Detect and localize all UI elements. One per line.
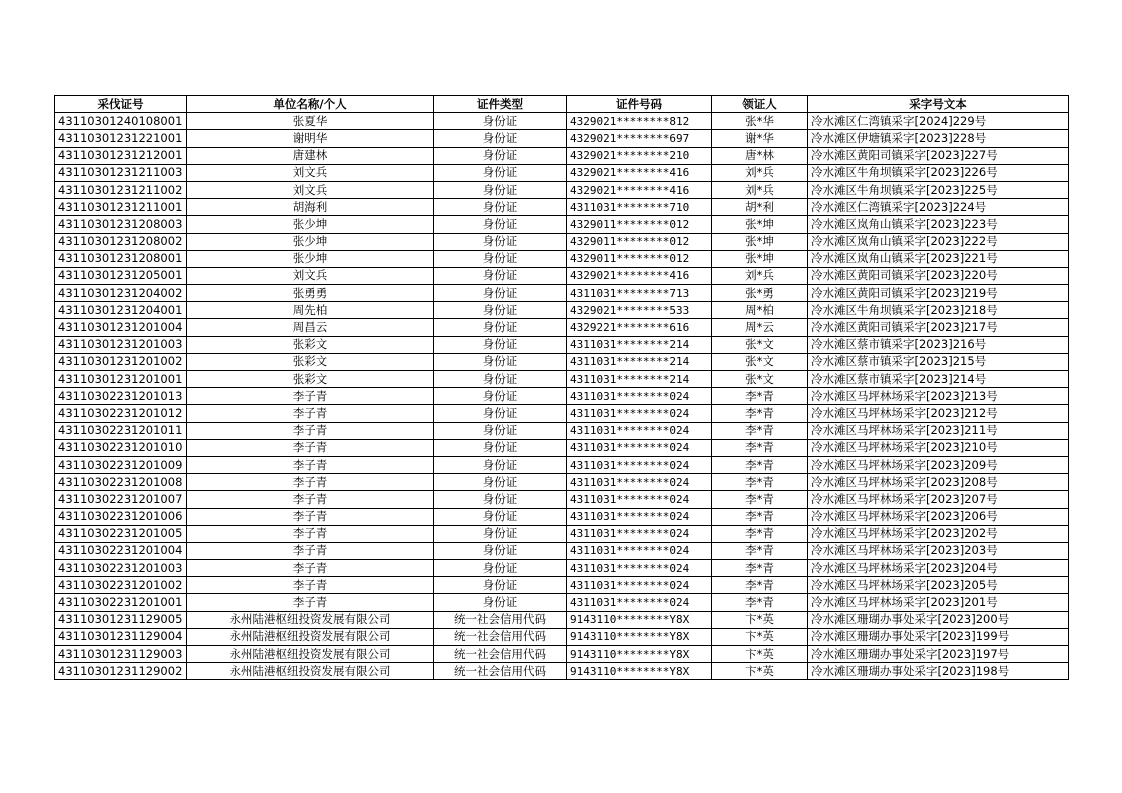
cell-id-type: 身份证 bbox=[434, 405, 567, 422]
cell-unit-name: 李子青 bbox=[187, 491, 434, 508]
cell-unit-name: 李子青 bbox=[187, 577, 434, 594]
cell-unit-name: 刘文兵 bbox=[187, 181, 434, 198]
cell-unit-name: 李子青 bbox=[187, 422, 434, 439]
table-header bbox=[55, 96, 1069, 113]
cell-permit-no: 43110301231201001 bbox=[55, 371, 187, 388]
table-row bbox=[55, 319, 1069, 336]
cell-id-type: 身份证 bbox=[434, 388, 567, 405]
cell-id-type: 身份证 bbox=[434, 267, 567, 284]
cell-unit-name: 李子青 bbox=[187, 388, 434, 405]
cell-unit-name: 刘文兵 bbox=[187, 267, 434, 284]
cell-permit-no: 43110302231201008 bbox=[55, 474, 187, 491]
cell-unit-name: 永州陆港枢纽投资发展有限公司 bbox=[187, 611, 434, 628]
cell-permit-no: 43110301231201002 bbox=[55, 353, 187, 370]
cell-doc-no: 冷水滩区马坪林场采字[2023]211号 bbox=[808, 422, 1069, 439]
cell-doc-no: 冷水滩区黄阳司镇采字[2023]220号 bbox=[808, 267, 1069, 284]
cell-holder: 李*青 bbox=[712, 508, 808, 525]
cell-unit-name: 周昌云 bbox=[187, 319, 434, 336]
table-row bbox=[55, 628, 1069, 645]
logging-permit-table bbox=[54, 95, 1069, 680]
cell-id-type: 身份证 bbox=[434, 199, 567, 216]
cell-id-no: 4311031********024 bbox=[567, 525, 712, 542]
header-id-no: 证件号码 bbox=[567, 96, 712, 113]
cell-doc-no: 冷水滩区牛角坝镇采字[2023]218号 bbox=[808, 302, 1069, 319]
cell-id-type: 身份证 bbox=[434, 474, 567, 491]
cell-id-no: 4311031********214 bbox=[567, 371, 712, 388]
table-row bbox=[55, 594, 1069, 611]
cell-unit-name: 张彩文 bbox=[187, 336, 434, 353]
table-row bbox=[55, 285, 1069, 302]
cell-id-type: 统一社会信用代码 bbox=[434, 663, 567, 680]
cell-id-type: 身份证 bbox=[434, 233, 567, 250]
table-row bbox=[55, 560, 1069, 577]
cell-unit-name: 周先柏 bbox=[187, 302, 434, 319]
cell-unit-name: 永州陆港枢纽投资发展有限公司 bbox=[187, 628, 434, 645]
cell-id-no: 4311031********024 bbox=[567, 594, 712, 611]
cell-permit-no: 43110301231129003 bbox=[55, 646, 187, 663]
cell-permit-no: 43110301231201003 bbox=[55, 336, 187, 353]
cell-holder: 卞*英 bbox=[712, 611, 808, 628]
cell-permit-no: 43110302231201002 bbox=[55, 577, 187, 594]
cell-doc-no: 冷水滩区珊瑚办事处采字[2023]198号 bbox=[808, 663, 1069, 680]
cell-id-type: 身份证 bbox=[434, 577, 567, 594]
cell-id-type: 身份证 bbox=[434, 250, 567, 267]
cell-holder: 李*青 bbox=[712, 439, 808, 456]
cell-holder: 刘*兵 bbox=[712, 164, 808, 181]
cell-unit-name: 李子青 bbox=[187, 560, 434, 577]
cell-id-no: 4329011********012 bbox=[567, 233, 712, 250]
cell-id-type: 身份证 bbox=[434, 508, 567, 525]
cell-doc-no: 冷水滩区马坪林场采字[2023]210号 bbox=[808, 439, 1069, 456]
cell-id-type: 身份证 bbox=[434, 147, 567, 164]
cell-doc-no: 冷水滩区马坪林场采字[2023]212号 bbox=[808, 405, 1069, 422]
cell-id-no: 4329021********533 bbox=[567, 302, 712, 319]
cell-id-type: 身份证 bbox=[434, 336, 567, 353]
cell-doc-no: 冷水滩区马坪林场采字[2023]205号 bbox=[808, 577, 1069, 594]
cell-id-no: 4311031********024 bbox=[567, 439, 712, 456]
cell-permit-no: 43110301231208003 bbox=[55, 216, 187, 233]
cell-id-type: 身份证 bbox=[434, 456, 567, 473]
cell-id-no: 9143110********Y8X bbox=[567, 663, 712, 680]
table-row bbox=[55, 508, 1069, 525]
cell-doc-no: 冷水滩区黄阳司镇采字[2023]217号 bbox=[808, 319, 1069, 336]
cell-permit-no: 43110301231212001 bbox=[55, 147, 187, 164]
cell-id-no: 4311031********024 bbox=[567, 542, 712, 559]
table-row bbox=[55, 353, 1069, 370]
cell-doc-no: 冷水滩区马坪林场采字[2023]206号 bbox=[808, 508, 1069, 525]
cell-permit-no: 43110302231201004 bbox=[55, 542, 187, 559]
cell-id-no: 4329021********812 bbox=[567, 113, 712, 130]
cell-permit-no: 43110301231129004 bbox=[55, 628, 187, 645]
cell-permit-no: 43110302231201006 bbox=[55, 508, 187, 525]
table-row bbox=[55, 336, 1069, 353]
cell-doc-no: 冷水滩区仁湾镇采字[2023]224号 bbox=[808, 199, 1069, 216]
cell-id-no: 4329021********697 bbox=[567, 130, 712, 147]
cell-id-no: 4311031********024 bbox=[567, 422, 712, 439]
cell-permit-no: 43110301231129002 bbox=[55, 663, 187, 680]
header-row bbox=[55, 96, 1069, 113]
cell-holder: 李*青 bbox=[712, 474, 808, 491]
cell-id-type: 统一社会信用代码 bbox=[434, 611, 567, 628]
cell-id-type: 身份证 bbox=[434, 371, 567, 388]
cell-holder: 李*青 bbox=[712, 577, 808, 594]
cell-unit-name: 李子青 bbox=[187, 594, 434, 611]
cell-doc-no: 冷水滩区马坪林场采字[2023]213号 bbox=[808, 388, 1069, 405]
cell-permit-no: 43110302231201012 bbox=[55, 405, 187, 422]
cell-permit-no: 43110301231208001 bbox=[55, 250, 187, 267]
cell-id-no: 4311031********024 bbox=[567, 577, 712, 594]
cell-id-no: 4311031********024 bbox=[567, 456, 712, 473]
cell-id-no: 9143110********Y8X bbox=[567, 646, 712, 663]
cell-id-no: 4311031********214 bbox=[567, 336, 712, 353]
table-row bbox=[55, 439, 1069, 456]
table-row bbox=[55, 233, 1069, 250]
cell-id-type: 身份证 bbox=[434, 542, 567, 559]
header-holder: 领证人 bbox=[712, 96, 808, 113]
table-row bbox=[55, 491, 1069, 508]
cell-holder: 卞*英 bbox=[712, 646, 808, 663]
cell-holder: 刘*兵 bbox=[712, 181, 808, 198]
cell-holder: 张*文 bbox=[712, 336, 808, 353]
cell-doc-no: 冷水滩区蔡市镇采字[2023]214号 bbox=[808, 371, 1069, 388]
cell-id-type: 身份证 bbox=[434, 422, 567, 439]
cell-holder: 李*青 bbox=[712, 542, 808, 559]
table-row bbox=[55, 611, 1069, 628]
cell-id-type: 统一社会信用代码 bbox=[434, 628, 567, 645]
cell-permit-no: 43110301231129005 bbox=[55, 611, 187, 628]
cell-id-no: 4311031********024 bbox=[567, 388, 712, 405]
cell-id-type: 身份证 bbox=[434, 560, 567, 577]
cell-holder: 张*文 bbox=[712, 371, 808, 388]
cell-unit-name: 李子青 bbox=[187, 542, 434, 559]
cell-doc-no: 冷水滩区马坪林场采字[2023]203号 bbox=[808, 542, 1069, 559]
cell-id-no: 4329021********416 bbox=[567, 164, 712, 181]
cell-doc-no: 冷水滩区黄阳司镇采字[2023]219号 bbox=[808, 285, 1069, 302]
table-row bbox=[55, 267, 1069, 284]
cell-unit-name: 永州陆港枢纽投资发展有限公司 bbox=[187, 646, 434, 663]
cell-id-no: 4311031********713 bbox=[567, 285, 712, 302]
header-id-type: 证件类型 bbox=[434, 96, 567, 113]
cell-holder: 李*青 bbox=[712, 388, 808, 405]
table-row bbox=[55, 113, 1069, 130]
cell-id-type: 身份证 bbox=[434, 285, 567, 302]
cell-unit-name: 张少坤 bbox=[187, 233, 434, 250]
header-permit-no: 采伐证号 bbox=[55, 96, 187, 113]
cell-doc-no: 冷水滩区马坪林场采字[2023]202号 bbox=[808, 525, 1069, 542]
cell-holder: 李*青 bbox=[712, 405, 808, 422]
cell-unit-name: 张少坤 bbox=[187, 216, 434, 233]
cell-holder: 周*云 bbox=[712, 319, 808, 336]
cell-holder: 张*坤 bbox=[712, 233, 808, 250]
cell-holder: 李*青 bbox=[712, 422, 808, 439]
cell-id-type: 身份证 bbox=[434, 491, 567, 508]
header-unit-name: 单位名称/个人 bbox=[187, 96, 434, 113]
cell-id-no: 4311031********710 bbox=[567, 199, 712, 216]
table-row bbox=[55, 199, 1069, 216]
cell-permit-no: 43110302231201013 bbox=[55, 388, 187, 405]
cell-permit-no: 43110302231201009 bbox=[55, 456, 187, 473]
table-row bbox=[55, 164, 1069, 181]
cell-doc-no: 冷水滩区珊瑚办事处采字[2023]200号 bbox=[808, 611, 1069, 628]
cell-permit-no: 43110301240108001 bbox=[55, 113, 187, 130]
cell-id-no: 4311031********024 bbox=[567, 560, 712, 577]
cell-doc-no: 冷水滩区蔡市镇采字[2023]215号 bbox=[808, 353, 1069, 370]
cell-permit-no: 43110301231211001 bbox=[55, 199, 187, 216]
cell-permit-no: 43110301231201004 bbox=[55, 319, 187, 336]
cell-unit-name: 谢明华 bbox=[187, 130, 434, 147]
cell-doc-no: 冷水滩区蔡市镇采字[2023]216号 bbox=[808, 336, 1069, 353]
cell-id-no: 4311031********024 bbox=[567, 474, 712, 491]
cell-doc-no: 冷水滩区牛角坝镇采字[2023]226号 bbox=[808, 164, 1069, 181]
cell-id-type: 身份证 bbox=[434, 594, 567, 611]
cell-id-no: 4329021********416 bbox=[567, 181, 712, 198]
cell-id-no: 4311031********024 bbox=[567, 508, 712, 525]
cell-permit-no: 43110301231204002 bbox=[55, 285, 187, 302]
cell-unit-name: 张彩文 bbox=[187, 371, 434, 388]
cell-unit-name: 张彩文 bbox=[187, 353, 434, 370]
cell-doc-no: 冷水滩区牛角坝镇采字[2023]225号 bbox=[808, 181, 1069, 198]
cell-doc-no: 冷水滩区马坪林场采字[2023]204号 bbox=[808, 560, 1069, 577]
cell-holder: 李*青 bbox=[712, 456, 808, 473]
table-row bbox=[55, 147, 1069, 164]
cell-permit-no: 43110302231201010 bbox=[55, 439, 187, 456]
table-row bbox=[55, 422, 1069, 439]
cell-id-no: 4311031********214 bbox=[567, 353, 712, 370]
table-row bbox=[55, 456, 1069, 473]
cell-id-type: 身份证 bbox=[434, 181, 567, 198]
cell-id-type: 身份证 bbox=[434, 302, 567, 319]
cell-id-no: 4311031********024 bbox=[567, 491, 712, 508]
cell-holder: 刘*兵 bbox=[712, 267, 808, 284]
cell-id-type: 身份证 bbox=[434, 353, 567, 370]
cell-permit-no: 43110301231211003 bbox=[55, 164, 187, 181]
cell-id-type: 身份证 bbox=[434, 164, 567, 181]
cell-holder: 唐*林 bbox=[712, 147, 808, 164]
cell-permit-no: 43110301231204001 bbox=[55, 302, 187, 319]
table-row bbox=[55, 371, 1069, 388]
cell-doc-no: 冷水滩区珊瑚办事处采字[2023]199号 bbox=[808, 628, 1069, 645]
cell-doc-no: 冷水滩区岚角山镇采字[2023]223号 bbox=[808, 216, 1069, 233]
table-row bbox=[55, 577, 1069, 594]
cell-unit-name: 李子青 bbox=[187, 405, 434, 422]
cell-holder: 李*青 bbox=[712, 560, 808, 577]
cell-permit-no: 43110302231201005 bbox=[55, 525, 187, 542]
cell-unit-name: 李子青 bbox=[187, 525, 434, 542]
cell-id-no: 4329011********012 bbox=[567, 216, 712, 233]
table-row bbox=[55, 474, 1069, 491]
cell-unit-name: 唐建林 bbox=[187, 147, 434, 164]
cell-doc-no: 冷水滩区珊瑚办事处采字[2023]197号 bbox=[808, 646, 1069, 663]
table-row bbox=[55, 525, 1069, 542]
cell-holder: 张*勇 bbox=[712, 285, 808, 302]
cell-unit-name: 李子青 bbox=[187, 508, 434, 525]
table-row bbox=[55, 250, 1069, 267]
cell-unit-name: 张少坤 bbox=[187, 250, 434, 267]
cell-permit-no: 43110301231208002 bbox=[55, 233, 187, 250]
cell-id-type: 统一社会信用代码 bbox=[434, 646, 567, 663]
cell-doc-no: 冷水滩区黄阳司镇采字[2023]227号 bbox=[808, 147, 1069, 164]
cell-doc-no: 冷水滩区伊塘镇采字[2023]228号 bbox=[808, 130, 1069, 147]
cell-permit-no: 43110302231201003 bbox=[55, 560, 187, 577]
cell-doc-no: 冷水滩区马坪林场采字[2023]208号 bbox=[808, 474, 1069, 491]
cell-doc-no: 冷水滩区马坪林场采字[2023]207号 bbox=[808, 491, 1069, 508]
cell-doc-no: 冷水滩区马坪林场采字[2023]201号 bbox=[808, 594, 1069, 611]
cell-id-type: 身份证 bbox=[434, 130, 567, 147]
cell-id-type: 身份证 bbox=[434, 319, 567, 336]
cell-unit-name: 张夏华 bbox=[187, 113, 434, 130]
cell-doc-no: 冷水滩区岚角山镇采字[2023]222号 bbox=[808, 233, 1069, 250]
cell-id-no: 4311031********024 bbox=[567, 405, 712, 422]
cell-holder: 张*华 bbox=[712, 113, 808, 130]
table-body bbox=[55, 113, 1069, 680]
cell-holder: 李*青 bbox=[712, 594, 808, 611]
cell-permit-no: 43110302231201001 bbox=[55, 594, 187, 611]
table-row bbox=[55, 405, 1069, 422]
cell-unit-name: 李子青 bbox=[187, 474, 434, 491]
cell-holder: 谢*华 bbox=[712, 130, 808, 147]
cell-permit-no: 43110301231221001 bbox=[55, 130, 187, 147]
cell-unit-name: 李子青 bbox=[187, 439, 434, 456]
table-row bbox=[55, 216, 1069, 233]
cell-id-no: 9143110********Y8X bbox=[567, 628, 712, 645]
cell-id-no: 4329021********210 bbox=[567, 147, 712, 164]
cell-doc-no: 冷水滩区岚角山镇采字[2023]221号 bbox=[808, 250, 1069, 267]
cell-holder: 周*柏 bbox=[712, 302, 808, 319]
table-row bbox=[55, 302, 1069, 319]
table-row bbox=[55, 181, 1069, 198]
table-row bbox=[55, 130, 1069, 147]
cell-holder: 李*青 bbox=[712, 491, 808, 508]
cell-permit-no: 43110301231211002 bbox=[55, 181, 187, 198]
cell-holder: 卞*英 bbox=[712, 663, 808, 680]
cell-holder: 卞*英 bbox=[712, 628, 808, 645]
cell-holder: 张*文 bbox=[712, 353, 808, 370]
cell-unit-name: 张勇勇 bbox=[187, 285, 434, 302]
cell-id-no: 9143110********Y8X bbox=[567, 611, 712, 628]
cell-permit-no: 43110302231201011 bbox=[55, 422, 187, 439]
cell-id-type: 身份证 bbox=[434, 216, 567, 233]
cell-id-no: 4329011********012 bbox=[567, 250, 712, 267]
cell-doc-no: 冷水滩区马坪林场采字[2023]209号 bbox=[808, 456, 1069, 473]
header-doc-no: 采字号文本 bbox=[808, 96, 1069, 113]
cell-unit-name: 胡海利 bbox=[187, 199, 434, 216]
cell-holder: 张*坤 bbox=[712, 216, 808, 233]
cell-unit-name: 李子青 bbox=[187, 456, 434, 473]
table-row bbox=[55, 388, 1069, 405]
cell-doc-no: 冷水滩区仁湾镇采字[2024]229号 bbox=[808, 113, 1069, 130]
cell-id-no: 4329221********616 bbox=[567, 319, 712, 336]
cell-holder: 张*坤 bbox=[712, 250, 808, 267]
cell-permit-no: 43110301231205001 bbox=[55, 267, 187, 284]
cell-id-type: 身份证 bbox=[434, 525, 567, 542]
table-row bbox=[55, 542, 1069, 559]
cell-holder: 李*青 bbox=[712, 525, 808, 542]
cell-id-type: 身份证 bbox=[434, 113, 567, 130]
cell-unit-name: 刘文兵 bbox=[187, 164, 434, 181]
table-row bbox=[55, 663, 1069, 680]
cell-permit-no: 43110302231201007 bbox=[55, 491, 187, 508]
cell-unit-name: 永州陆港枢纽投资发展有限公司 bbox=[187, 663, 434, 680]
cell-id-type: 身份证 bbox=[434, 439, 567, 456]
table-row bbox=[55, 646, 1069, 663]
cell-holder: 胡*利 bbox=[712, 199, 808, 216]
cell-id-no: 4329021********416 bbox=[567, 267, 712, 284]
